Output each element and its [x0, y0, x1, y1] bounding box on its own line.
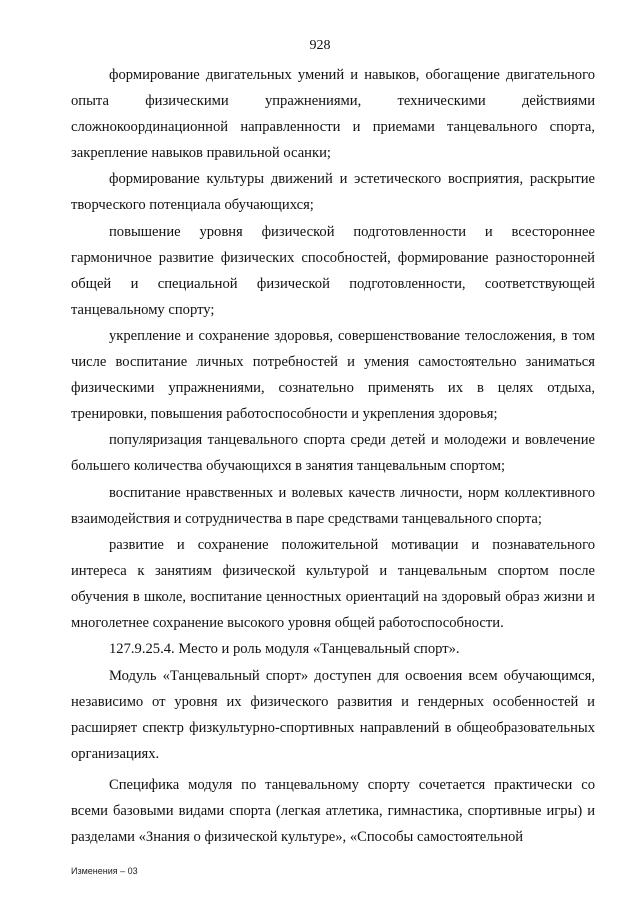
paragraph-popularization: популяризация танцевального спорта среди детей и молодежи и вовлечение большего количества обучающихся в занятия танцевальным спортом;: [71, 432, 595, 475]
footer-revision-note: Изменения – 03: [71, 866, 138, 876]
paragraph-module-availability: Модуль «Танцевальный спорт» доступен для освоения всем обучающимся, независимо от уровня их физического развития и гендерных особенностей и расширяет спектр физкультурно-спортивных направлений в общеобразовательных организациях.: [71, 668, 595, 763]
paragraph-physical-fitness: повышение уровня физической подготовленности и всестороннее гармоничное развитие физических способностей, формирование разносторонней общей и специальной физической подготовленности, соответствующей танцевальному спорту;: [71, 223, 595, 318]
paragraph-moral-qualities: воспитание нравственных и волевых качеств личности, норм коллективного взаимодействия и сотрудничества в паре средствами танцевального спорта;: [71, 484, 595, 527]
paragraph-movement-culture: формирование культуры движений и эстетического восприятия, раскрытие творческого потенциала обучающихся;: [71, 171, 595, 214]
document-body: [71, 62, 595, 850]
paragraph-health: укрепление и сохранение здоровья, совершенствование телосложения, в том числе воспитание личных потребностей и умения самостоятельно заниматься физическими упражнениями, сознательно применять их в целях отдыха, тренировки, повышения работоспособности и укрепления здоровья;: [71, 327, 595, 423]
paragraph-module-specifics: Специфика модуля по танцевальному спорту сочетается практически со всеми базовыми видами спорта (легкая атлетика, гимнастика, спортивные игры) и разделами «Знания о физической культуре», «Способы самостоятельной: [71, 776, 595, 845]
paragraph-skills: формирование двигательных умений и навыков, обогащение двигательного опыта физическими упражнениями, техническими действиями сложнокоординационной направленности и приемами танцевального спорта, закрепление навыков правильной осанки;: [71, 67, 595, 162]
section-heading-module-role: 127.9.25.4. Место и роль модуля «Танцевальный спорт».: [109, 641, 460, 658]
page-number: 928: [309, 38, 331, 53]
paragraph-motivation: развитие и сохранение положительной мотивации и познавательного интереса к занятиям физической культурой и танцевальным спортом после обучения в школе, воспитание ценностных ориентаций на здоровый образ жизни и многолетнее сохранение высокого уровня общей работоспособности.: [71, 536, 595, 631]
